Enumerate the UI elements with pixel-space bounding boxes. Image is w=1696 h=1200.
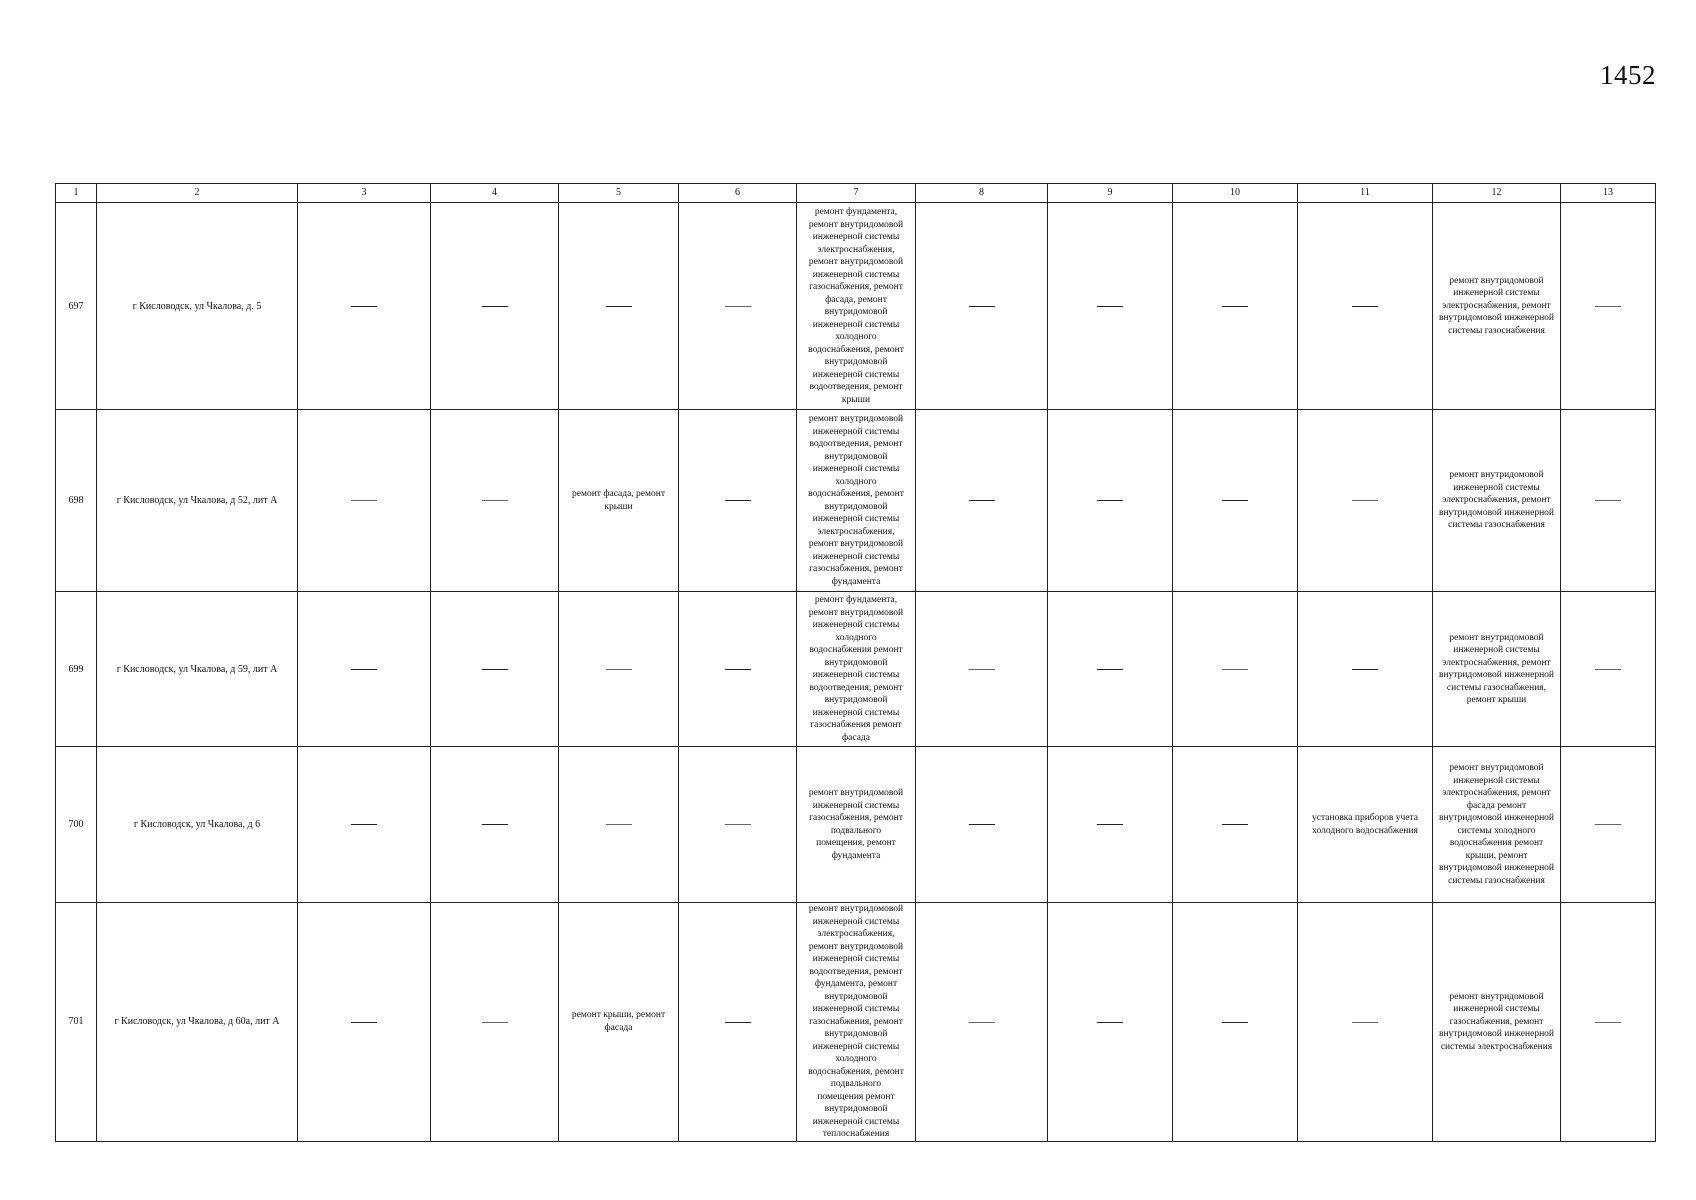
work-cell: ремонт внутридомовой инженерной системы электроснабжения, ремонт внутридомовой инженерной системы газоснабжения, ремонт крыши <box>1433 592 1561 747</box>
dash-mark <box>1352 500 1378 501</box>
row-number: 697 <box>56 203 97 410</box>
empty-cell <box>1561 203 1656 410</box>
address-cell: г Кисловодск, ул Чкалова, д 59, лит А <box>97 592 298 747</box>
column-header: 8 <box>916 184 1048 203</box>
empty-cell <box>1561 410 1656 592</box>
dash-mark <box>1595 824 1621 825</box>
dash-mark <box>1352 1022 1378 1023</box>
dash-mark <box>482 306 508 307</box>
dash-mark <box>482 669 508 670</box>
column-header: 4 <box>431 184 559 203</box>
empty-cell <box>1173 747 1298 903</box>
table-row <box>56 203 1656 410</box>
work-cell: ремонт внутридомовой инженерной системы электроснабжения, ремонт внутридомовой инженерной системы водоотведения, ремонт фундамента, ремонт внутридомовой инженерной системы газоснабжения, ремонт внутридомовой инженерной системы холодного водоснабжения, ремонт подвального помещения ремонт внутридомовой инженерной системы теплоснабжения <box>797 903 916 1142</box>
empty-cell <box>1298 592 1433 747</box>
dash-mark <box>606 306 632 307</box>
column-header: 6 <box>679 184 797 203</box>
empty-cell <box>1561 903 1656 1142</box>
dash-mark <box>1595 306 1621 307</box>
column-header: 1 <box>56 184 97 203</box>
empty-cell <box>1173 203 1298 410</box>
column-header: 7 <box>797 184 916 203</box>
dash-mark <box>1352 306 1378 307</box>
empty-cell <box>1048 410 1173 592</box>
dash-mark <box>969 1022 995 1023</box>
empty-cell <box>1048 203 1173 410</box>
empty-cell <box>559 747 679 903</box>
dash-mark <box>725 306 751 307</box>
dash-mark <box>482 1022 508 1023</box>
dash-mark <box>725 1022 751 1023</box>
empty-cell <box>679 903 797 1142</box>
dash-mark <box>1097 669 1123 670</box>
empty-cell <box>1561 747 1656 903</box>
table-row <box>56 903 1656 1142</box>
dash-mark <box>725 669 751 670</box>
column-header: 11 <box>1298 184 1433 203</box>
work-cell: ремонт внутридомовой инженерной системы электроснабжения, ремонт внутридомовой инженерной системы газоснабжения <box>1433 203 1561 410</box>
work-cell: ремонт внутридомовой инженерной системы водоотведения, ремонт внутридомовой инженерной системы холодного водоснабжения, ремонт внутридомовой инженерной системы электроснабжения, ремонт внутридомовой инженерной системы газоснабжения, ремонт фундамента <box>797 410 916 592</box>
empty-cell <box>1048 903 1173 1142</box>
empty-cell <box>431 903 559 1142</box>
dash-mark <box>1222 1022 1248 1023</box>
empty-cell <box>679 747 797 903</box>
dash-mark <box>1097 1022 1123 1023</box>
row-number: 700 <box>56 747 97 903</box>
work-cell: ремонт фундамента, ремонт внутридомовой инженерной системы холодного водоснабжения ремонт внутридомовой инженерной системы водоотведения, ремонт внутридомовой инженерной системы газоснабжения ремонт фасада <box>797 592 916 747</box>
work-cell: ремонт внутридомовой инженерной системы газоснабжения, ремонт внутридомовой инженерной системы электроснабжения <box>1433 903 1561 1142</box>
empty-cell <box>298 747 431 903</box>
dash-mark <box>969 500 995 501</box>
column-number-row <box>56 184 1656 203</box>
page-number: 1452 <box>1600 60 1656 90</box>
empty-cell <box>916 203 1048 410</box>
work-cell: ремонт фундамента, ремонт внутридомовой инженерной системы электроснабжения, ремонт внутридомовой инженерной системы газоснабжения, ремонт фасада, ремонт внутридомовой инженерной системы холодного водоснабжения, ремонт внутридомовой инженерной системы водоотведения, ремонт крыши <box>797 203 916 410</box>
column-header: 3 <box>298 184 431 203</box>
work-cell: установка приборов учета холодного водоснабжения <box>1298 747 1433 903</box>
dash-mark <box>1595 500 1621 501</box>
empty-cell <box>1298 203 1433 410</box>
dash-mark <box>1595 1022 1621 1023</box>
column-header: 12 <box>1433 184 1561 203</box>
table-row <box>56 410 1656 592</box>
repair-schedule-table <box>55 183 1656 1142</box>
address-cell: г Кисловодск, ул Чкалова, д 60а, лит А <box>97 903 298 1142</box>
empty-cell <box>298 410 431 592</box>
address-cell: г Кисловодск, ул Чкалова, д 52, лит А <box>97 410 298 592</box>
empty-cell <box>1173 903 1298 1142</box>
empty-cell <box>1298 410 1433 592</box>
row-number: 698 <box>56 410 97 592</box>
work-cell: ремонт внутридомовой инженерной системы газоснабжения, ремонт подвального помещения, ремонт фундамента <box>797 747 916 903</box>
empty-cell <box>679 592 797 747</box>
column-header: 5 <box>559 184 679 203</box>
work-cell: ремонт внутридомовой инженерной системы электроснабжения, ремонт внутридомовой инженерной системы газоснабжения <box>1433 410 1561 592</box>
dash-mark <box>1352 669 1378 670</box>
empty-cell <box>298 903 431 1142</box>
empty-cell <box>431 410 559 592</box>
empty-cell <box>1298 903 1433 1142</box>
dash-mark <box>606 824 632 825</box>
empty-cell <box>679 203 797 410</box>
column-header: 13 <box>1561 184 1656 203</box>
work-cell: ремонт крыши, ремонт фасада <box>559 903 679 1142</box>
empty-cell <box>1561 592 1656 747</box>
empty-cell <box>1173 592 1298 747</box>
dash-mark <box>482 824 508 825</box>
empty-cell <box>916 903 1048 1142</box>
row-number: 701 <box>56 903 97 1142</box>
empty-cell <box>1048 747 1173 903</box>
empty-cell <box>1173 410 1298 592</box>
dash-mark <box>351 824 377 825</box>
address-cell: г Кисловодск, ул Чкалова, д. 5 <box>97 203 298 410</box>
dash-mark <box>351 669 377 670</box>
empty-cell <box>916 592 1048 747</box>
table-row <box>56 592 1656 747</box>
column-header: 9 <box>1048 184 1173 203</box>
dash-mark <box>969 824 995 825</box>
dash-mark <box>351 1022 377 1023</box>
work-cell: ремонт фасада, ремонт крыши <box>559 410 679 592</box>
empty-cell <box>431 592 559 747</box>
dash-mark <box>1222 824 1248 825</box>
dash-mark <box>725 500 751 501</box>
empty-cell <box>679 410 797 592</box>
dash-mark <box>1222 500 1248 501</box>
column-header: 10 <box>1173 184 1298 203</box>
empty-cell <box>298 592 431 747</box>
dash-mark <box>1222 669 1248 670</box>
dash-mark <box>725 824 751 825</box>
dash-mark <box>1222 306 1248 307</box>
empty-cell <box>1048 592 1173 747</box>
empty-cell <box>298 203 431 410</box>
empty-cell <box>559 592 679 747</box>
dash-mark <box>482 500 508 501</box>
empty-cell <box>431 747 559 903</box>
work-cell: ремонт внутридомовой инженерной системы электроснабжения, ремонт фасада ремонт внутридомовой инженерной системы холодного водоснабжения ремонт крыши, ремонт внутридомовой инженерной системы газоснабжения <box>1433 747 1561 903</box>
dash-mark <box>351 306 377 307</box>
table-row <box>56 747 1656 903</box>
empty-cell <box>431 203 559 410</box>
dash-mark <box>606 669 632 670</box>
dash-mark <box>351 500 377 501</box>
dash-mark <box>1097 824 1123 825</box>
column-header: 2 <box>97 184 298 203</box>
dash-mark <box>1097 306 1123 307</box>
dash-mark <box>1097 500 1123 501</box>
dash-mark <box>1595 669 1621 670</box>
address-cell: г Кисловодск, ул Чкалова, д 6 <box>97 747 298 903</box>
dash-mark <box>969 306 995 307</box>
empty-cell <box>559 203 679 410</box>
empty-cell <box>916 747 1048 903</box>
empty-cell <box>916 410 1048 592</box>
dash-mark <box>969 669 995 670</box>
row-number: 699 <box>56 592 97 747</box>
